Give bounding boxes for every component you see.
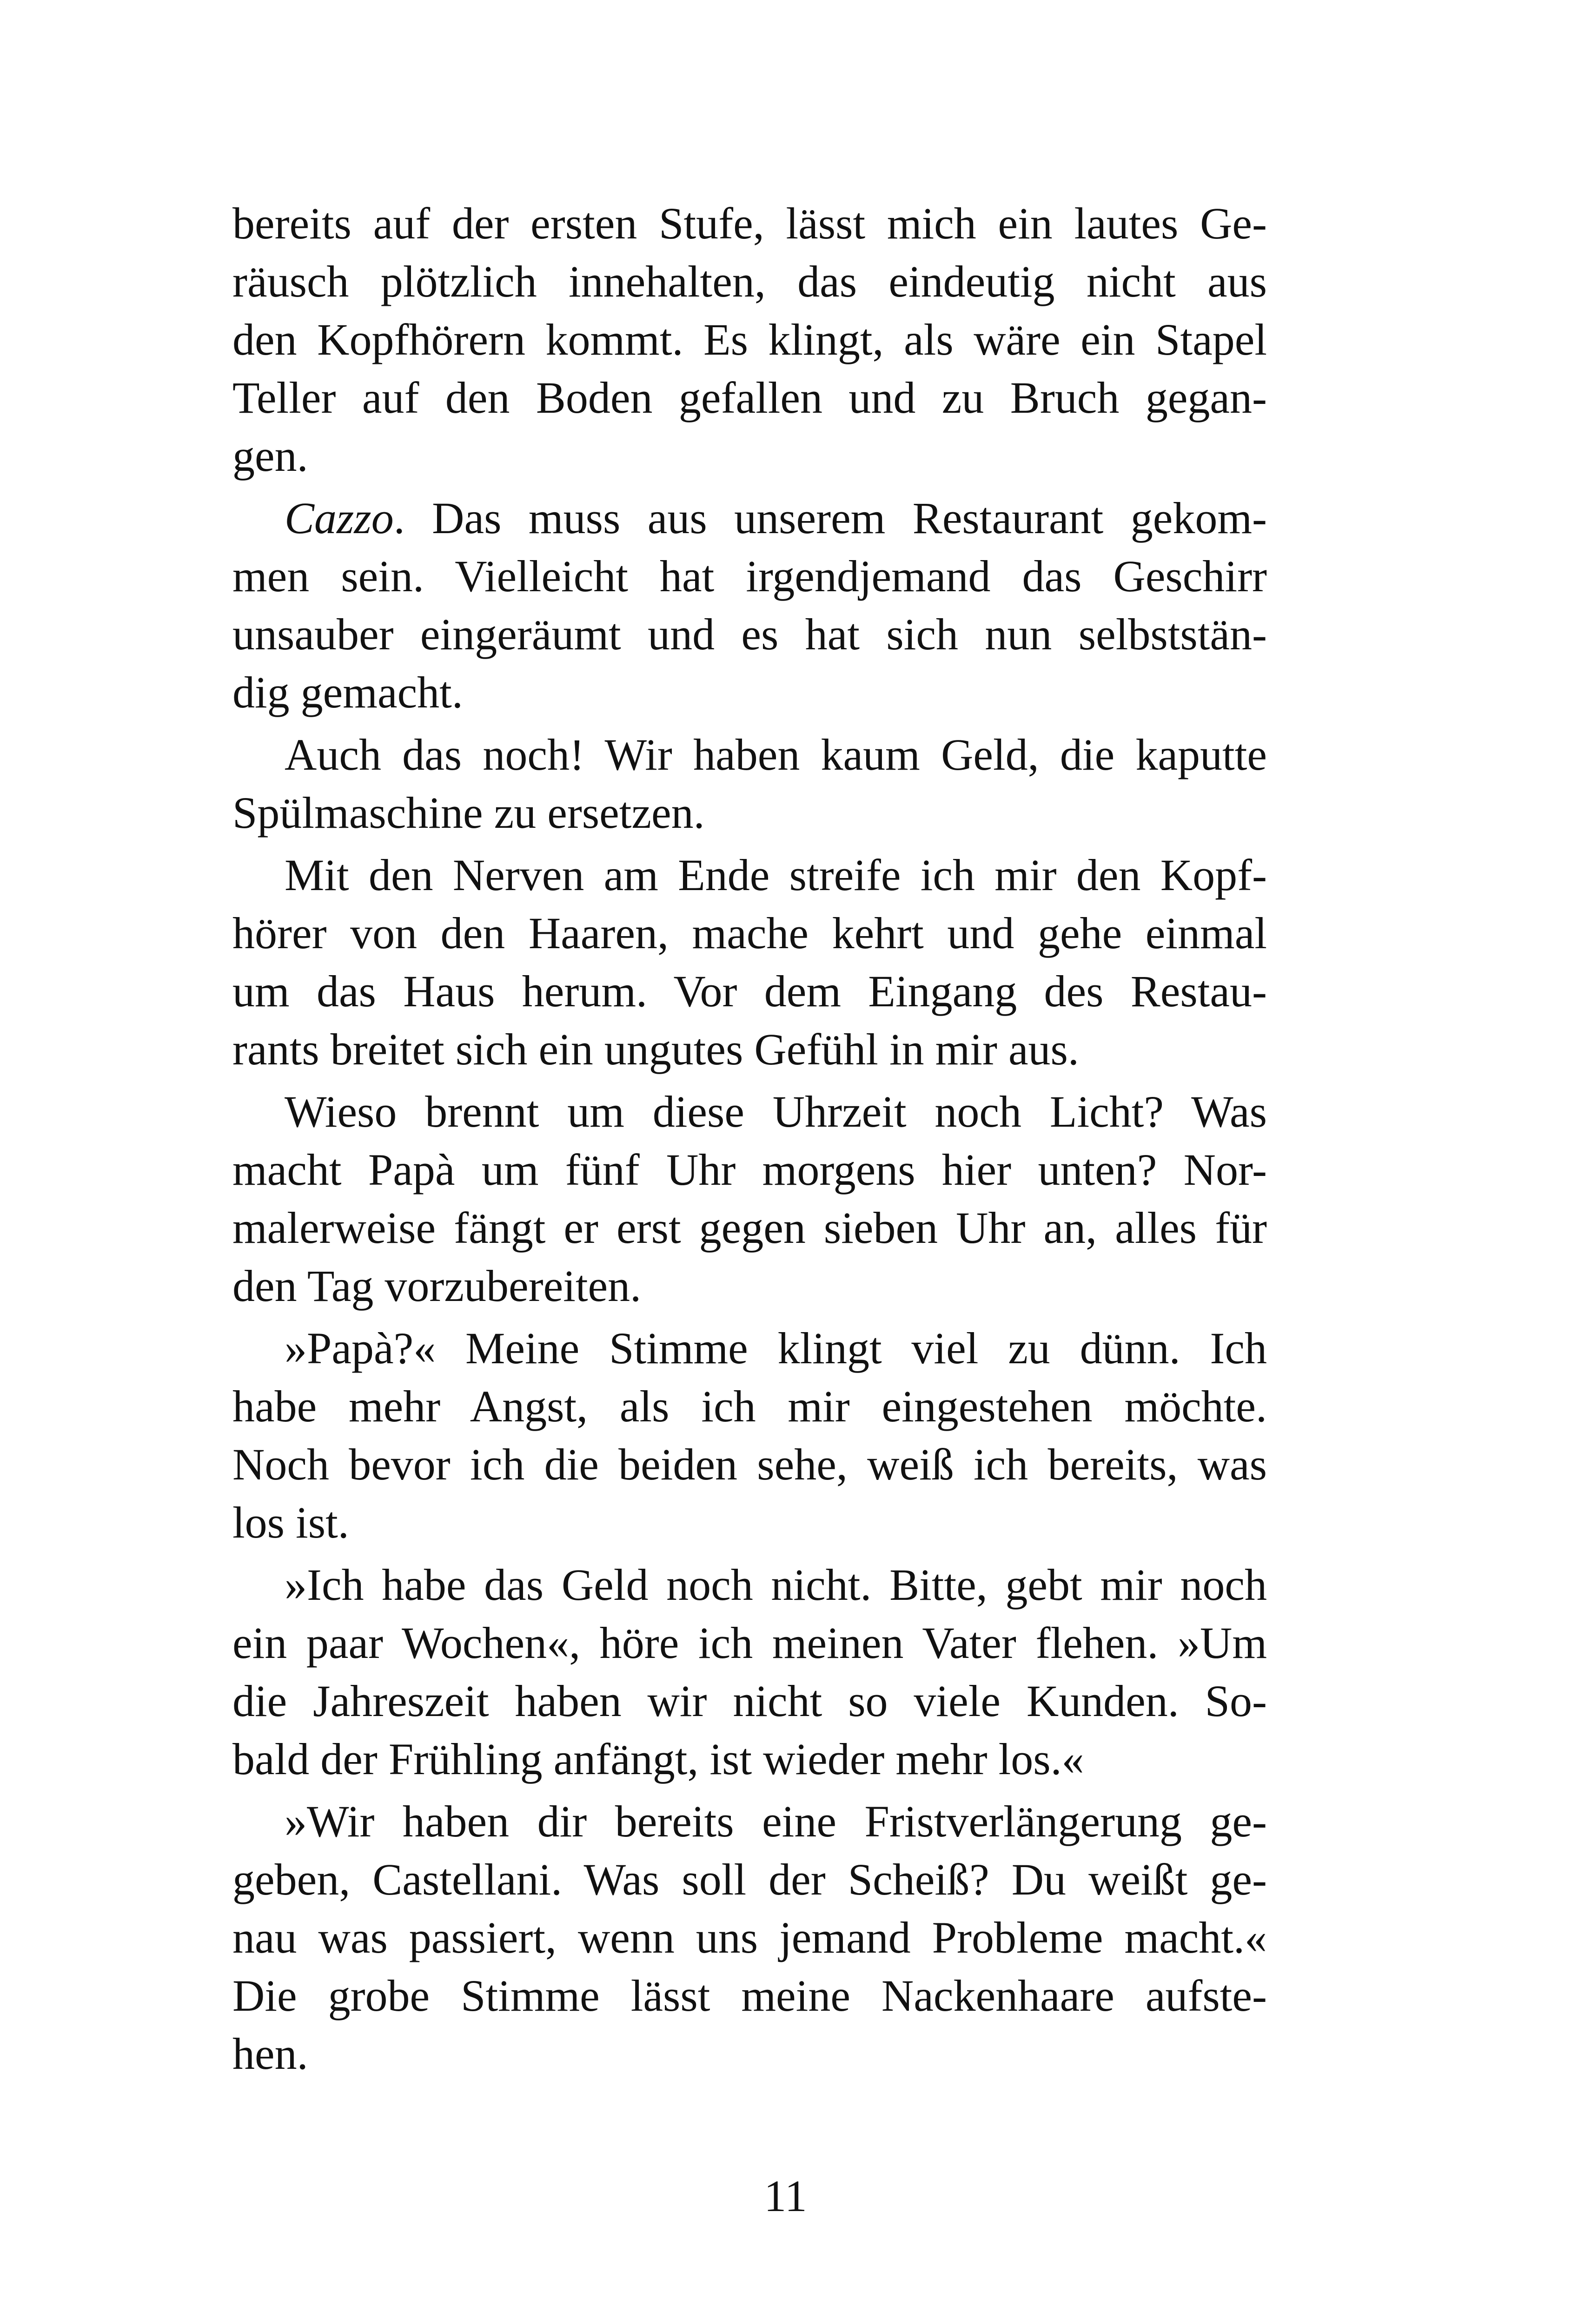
text-line: Noch bevor ich die beiden sehe, weiß ich bereits, was bbox=[232, 1439, 1267, 1489]
text-line: Spülmaschine zu ersetzen. bbox=[232, 788, 705, 838]
text-line: die Jahreszeit haben wir nicht so viele Kunden. So- bbox=[232, 1676, 1267, 1726]
text-line: Die grobe Stimme lässt meine Nackenhaare aufste- bbox=[232, 1971, 1267, 2020]
text-line: »Ich habe das Geld noch nicht. Bitte, gebt mir noch bbox=[285, 1560, 1267, 1610]
body-text bbox=[232, 194, 1267, 2083]
paragraph bbox=[232, 846, 1267, 1078]
paragraph bbox=[232, 489, 1267, 721]
text-line: unsauber eingeräumt und es hat sich nun selbststän- bbox=[232, 609, 1267, 659]
paragraph bbox=[232, 194, 1267, 485]
text-line: bald der Frühling anfängt, ist wieder mehr los.« bbox=[232, 1734, 1084, 1784]
text-line: men sein. Vielleicht hat irgendjemand das Geschirr bbox=[232, 551, 1267, 601]
text-line: habe mehr Angst, als ich mir eingestehen möchte. bbox=[232, 1381, 1267, 1431]
text-line: Auch das noch! Wir haben kaum Geld, die kaputte bbox=[285, 730, 1267, 779]
text-line: hen. bbox=[232, 2029, 308, 2079]
text-line: um das Haus herum. Vor dem Eingang des Restau- bbox=[232, 966, 1267, 1016]
text-line: »Papà?« Meine Stimme klingt viel zu dünn. Ich bbox=[285, 1323, 1267, 1373]
text-line: gen. bbox=[232, 431, 308, 481]
italic-word: Cazzo bbox=[285, 493, 394, 543]
text-line: rants breitet sich ein ungutes Gefühl in mir aus. bbox=[232, 1024, 1079, 1074]
text-line: hörer von den Haaren, mache kehrt und gehe einmal bbox=[232, 908, 1267, 958]
text-line: geben, Castellani. Was soll der Scheiß? Du weißt ge- bbox=[232, 1855, 1267, 1904]
text-line: den Kopfhörern kommt. Es klingt, als wäre ein Stapel bbox=[232, 315, 1267, 364]
text-line: macht Papà um fünf Uhr morgens hier unten? Nor- bbox=[232, 1145, 1267, 1195]
text-line: »Wir haben dir bereits eine Fristverlängerung ge- bbox=[285, 1796, 1267, 1846]
text-line: den Tag vorzubereiten. bbox=[232, 1261, 642, 1311]
text-line: Wieso brennt um diese Uhrzeit noch Licht? Was bbox=[285, 1087, 1267, 1136]
paragraph bbox=[232, 1319, 1267, 1552]
paragraph bbox=[232, 1083, 1267, 1315]
paragraph bbox=[232, 1556, 1267, 1788]
text-line: Teller auf den Boden gefallen und zu Bruch gegan- bbox=[232, 373, 1267, 423]
text-line bbox=[232, 489, 1267, 547]
text-line: nau was passiert, wenn uns jemand Probleme macht.« bbox=[232, 1913, 1267, 1962]
text-line-rest: . Das muss aus unserem Restaurant gekom- bbox=[393, 493, 1267, 543]
text-line: räusch plötzlich innehalten, das eindeutig nicht aus bbox=[232, 257, 1267, 306]
page-number: 11 bbox=[764, 2171, 807, 2221]
paragraph bbox=[232, 1792, 1267, 2083]
text-line: malerweise fängt er erst gegen sieben Uhr an, alles für bbox=[232, 1203, 1267, 1253]
text-line: bereits auf der ersten Stufe, lässt mich ein lautes Ge- bbox=[232, 198, 1267, 248]
text-line: Mit den Nerven am Ende streife ich mir den Kopf- bbox=[285, 850, 1267, 900]
text-line: los ist. bbox=[232, 1498, 349, 1547]
paragraph bbox=[232, 726, 1267, 842]
text-line: ein paar Wochen«, höre ich meinen Vater flehen. »Um bbox=[232, 1618, 1267, 1668]
text-line: dig gemacht. bbox=[232, 667, 463, 717]
